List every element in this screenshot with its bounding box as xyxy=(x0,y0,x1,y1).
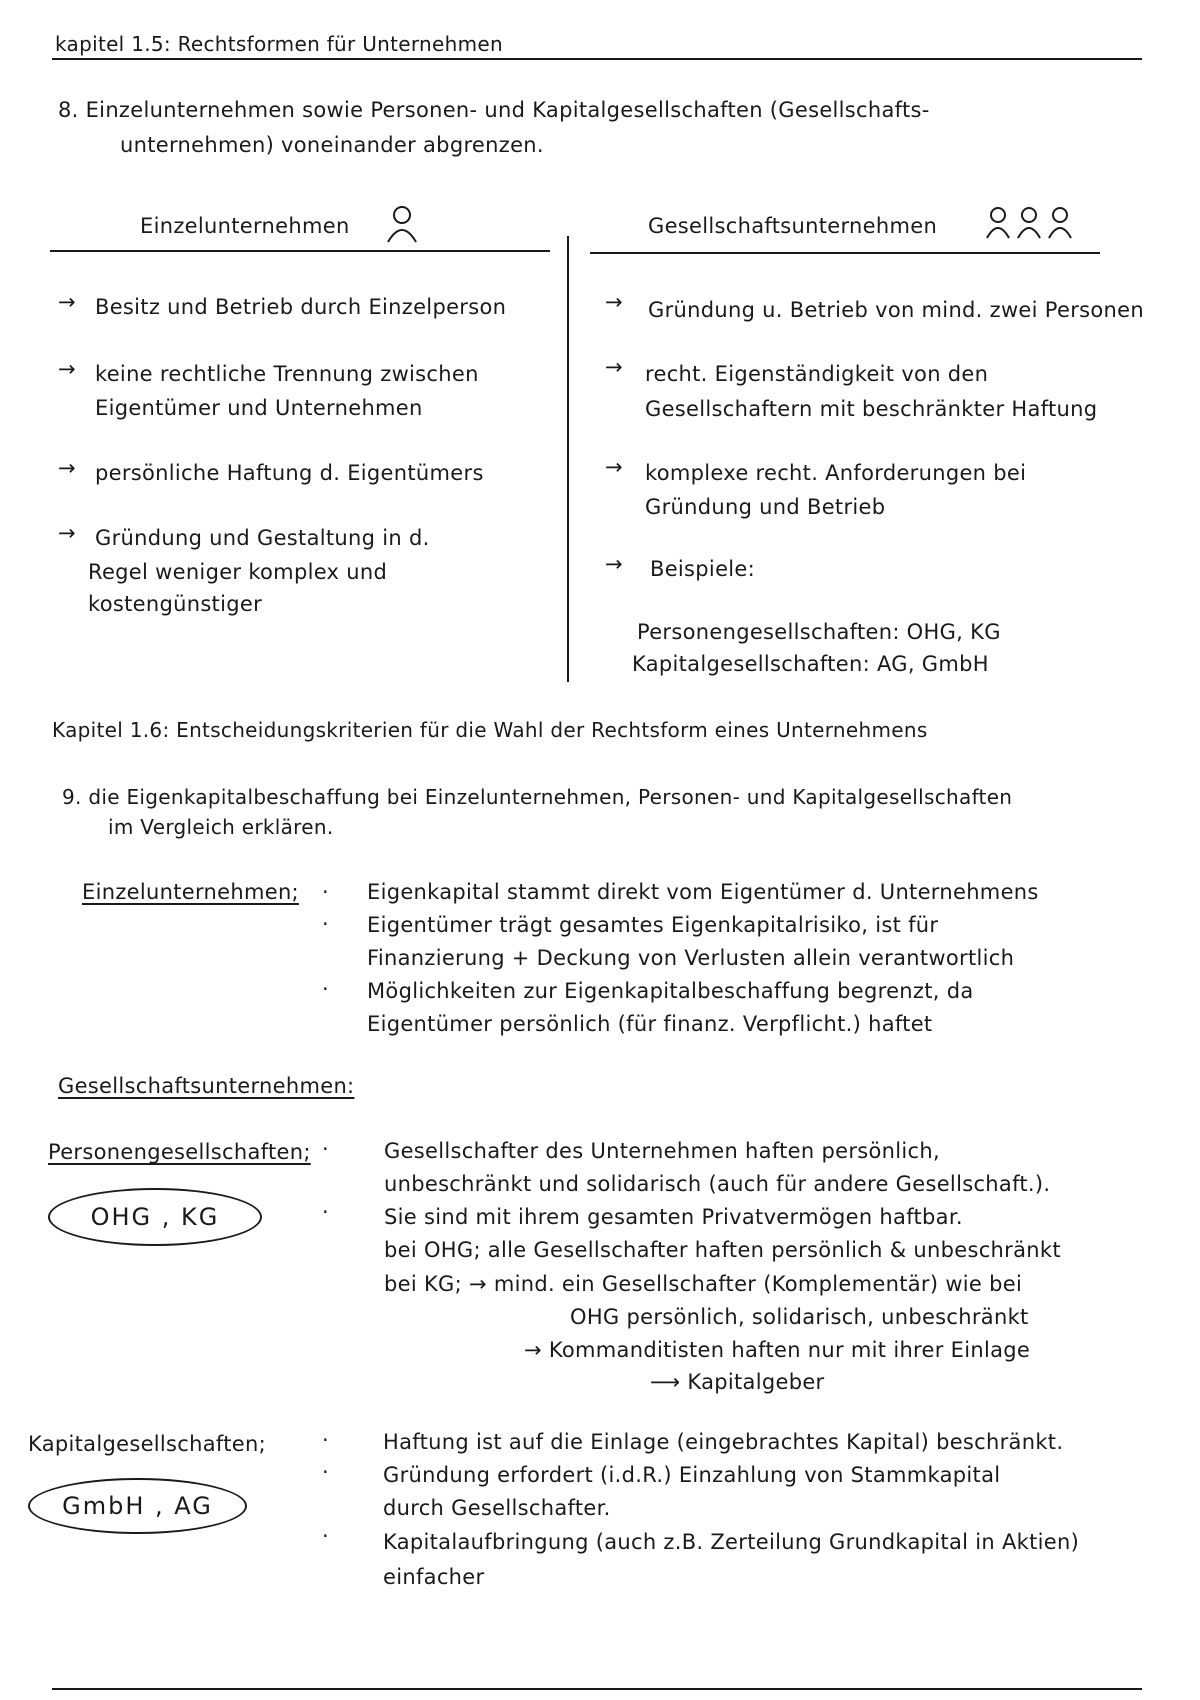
personen-bullet-2: · xyxy=(322,1200,329,1224)
einzel-bullet-2: · xyxy=(322,912,329,936)
example-kapitalgesellschaften: Kapitalgesellschaften: AG, GmbH xyxy=(632,652,989,676)
left-column-rule xyxy=(50,250,550,252)
right-point-1: Gründung u. Betrieb von mind. zwei Personen xyxy=(648,298,1144,322)
personen-label: Personengesellschaften; xyxy=(48,1140,311,1164)
kapital-line-5: einfacher xyxy=(383,1565,485,1589)
right-arrow-2: → xyxy=(605,355,623,379)
task-8-line-1: 8. Einzelunternehmen sowie Personen- und Kapitalgesellschaften (Gesellschafts- xyxy=(58,98,930,122)
left-point-4-line-2: Regel weniger komplex und xyxy=(88,560,388,584)
einzel-label: Einzelunternehmen; xyxy=(82,880,299,904)
kapital-line-1: Haftung ist auf die Einlage (eingebrachtes Kapital) beschränkt. xyxy=(383,1430,1064,1454)
right-arrow-1: → xyxy=(605,290,623,314)
right-arrow-3: → xyxy=(605,455,623,479)
kapital-bullet-1: · xyxy=(322,1428,329,1452)
einzel-bullet-3: · xyxy=(322,977,329,1001)
personen-oval: OHG , KG xyxy=(48,1188,262,1246)
chapter-1-5-title: kapitel 1.5: Rechtsformen für Unternehmen xyxy=(55,32,503,56)
chapter-1-6-title: Kapitel 1.6: Entscheidungskriterien für die Wahl der Rechtsform eines Unternehmens xyxy=(52,718,928,742)
gesellschaft-label: Gesellschaftsunternehmen: xyxy=(58,1074,355,1098)
kapital-line-4: Kapitalaufbringung (auch z.B. Zerteilung Grundkapital in Aktien) xyxy=(383,1530,1080,1554)
task-8-line-2: unternehmen) voneinander abgrenzen. xyxy=(120,133,544,157)
right-column-rule xyxy=(590,252,1100,254)
header-rule xyxy=(52,58,1142,60)
left-arrow-2: → xyxy=(58,357,76,381)
personen-line-5: bei KG; → mind. ein Gesellschafter (Komplementär) wie bei xyxy=(384,1272,1023,1296)
personen-line-7: → Kommanditisten haften nur mit ihrer Einlage xyxy=(524,1338,1031,1362)
kapital-bullet-3: · xyxy=(322,1524,329,1548)
column-divider xyxy=(567,236,569,682)
einzel-line-3: Finanzierung + Deckung von Verlusten allein verantwortlich xyxy=(367,946,1015,970)
einzel-line-4: Möglichkeiten zur Eigenkapitalbeschaffung begrenzt, da xyxy=(367,979,974,1003)
personen-line-6: OHG persönlich, solidarisch, unbeschränkt xyxy=(570,1305,1029,1329)
left-point-3: persönliche Haftung d. Eigentümers xyxy=(95,461,484,485)
left-point-2-line-2: Eigentümer und Unternehmen xyxy=(95,396,423,420)
einzel-line-1: Eigenkapital stammt direkt vom Eigentümer d. Unternehmens xyxy=(367,880,1039,904)
kapital-label: Kapitalgesellschaften; xyxy=(28,1432,266,1456)
left-arrow-3: → xyxy=(58,456,76,480)
einzel-line-5: Eigentümer persönlich (für finanz. Verpflicht.) haftet xyxy=(367,1012,933,1036)
kapital-line-2: Gründung erfordert (i.d.R.) Einzahlung von Stammkapital xyxy=(383,1463,1001,1487)
left-point-4-line-1: Gründung und Gestaltung in d. xyxy=(95,526,430,550)
right-arrow-4: → xyxy=(605,552,623,576)
right-point-2-line-1: recht. Eigenständigkeit von den xyxy=(645,362,989,386)
einzel-line-2: Eigentümer trägt gesamtes Eigenkapitalrisiko, ist für xyxy=(367,913,939,937)
right-point-3-line-1: komplexe recht. Anforderungen bei xyxy=(645,461,1027,485)
right-point-2-line-2: Gesellschaftern mit beschränkter Haftung xyxy=(645,397,1098,421)
group-icon xyxy=(985,204,1075,244)
footer-rule xyxy=(52,1688,1142,1690)
kapital-bullet-2: · xyxy=(322,1460,329,1484)
task-9-line-2: im Vergleich erklären. xyxy=(108,815,334,839)
einzel-bullet-1: · xyxy=(322,880,329,904)
personen-line-8: ⟶ Kapitalgeber xyxy=(650,1370,825,1394)
kapital-line-3: durch Gesellschafter. xyxy=(383,1496,611,1520)
personen-line-4: bei OHG; alle Gesellschafter haften persönlich & unbeschränkt xyxy=(384,1238,1061,1262)
person-icon xyxy=(385,204,419,244)
personen-bullet-1: · xyxy=(322,1137,329,1161)
personen-line-1: Gesellschafter des Unternehmen haften persönlich, xyxy=(384,1139,940,1163)
personen-line-3: Sie sind mit ihrem gesamten Privatvermögen haftbar. xyxy=(384,1205,963,1229)
left-arrow-4: → xyxy=(58,521,76,545)
right-column-heading: Gesellschaftsunternehmen xyxy=(648,214,938,238)
left-column-heading: Einzelunternehmen xyxy=(140,214,350,238)
right-point-4: Beispiele: xyxy=(650,557,756,581)
kapital-oval: GmbH , AG xyxy=(28,1478,247,1534)
task-9-line-1: 9. die Eigenkapitalbeschaffung bei Einzelunternehmen, Personen- und Kapitalgesellschaften xyxy=(62,785,1013,809)
left-arrow-1: → xyxy=(58,290,76,314)
personen-line-2: unbeschränkt und solidarisch (auch für andere Gesellschaft.). xyxy=(384,1172,1051,1196)
left-point-1: Besitz und Betrieb durch Einzelperson xyxy=(95,295,507,319)
right-point-3-line-2: Gründung und Betrieb xyxy=(645,495,886,519)
left-point-2-line-1: keine rechtliche Trennung zwischen xyxy=(95,362,479,386)
example-personengesellschaften: Personengesellschaften: OHG, KG xyxy=(637,620,1001,644)
left-point-4-line-3: kostengünstiger xyxy=(88,592,263,616)
